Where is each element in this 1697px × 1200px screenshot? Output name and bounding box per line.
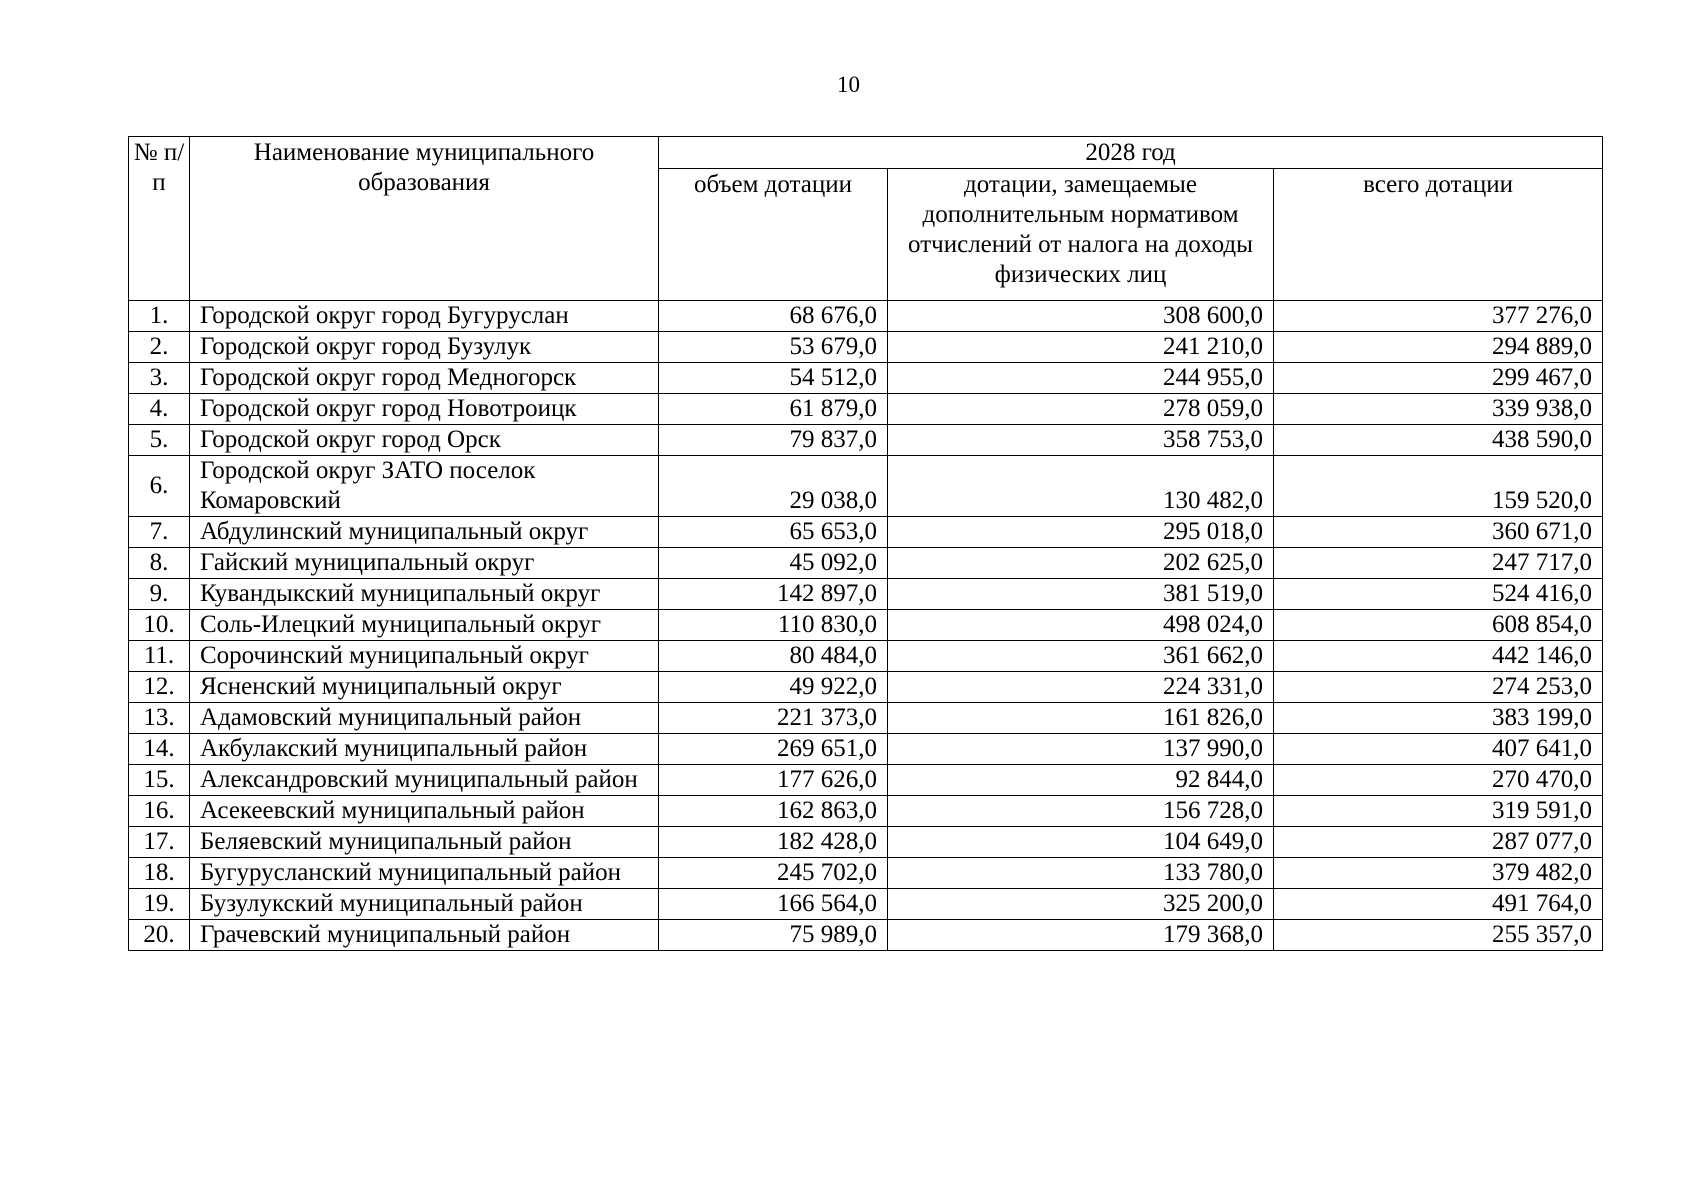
subsidy-substituted: 224 331,0 bbox=[888, 672, 1274, 703]
row-number: 6. bbox=[129, 456, 190, 517]
municipality-name: Александровский муниципальный район bbox=[190, 765, 659, 796]
table-row bbox=[129, 610, 1603, 641]
row-number: 14. bbox=[129, 734, 190, 765]
subsidy-total: 442 146,0 bbox=[1274, 641, 1603, 672]
row-number: 20. bbox=[129, 920, 190, 951]
municipality-name: Асекеевский муниципальный район bbox=[190, 796, 659, 827]
row-number: 13. bbox=[129, 703, 190, 734]
table-row bbox=[129, 394, 1603, 425]
subsidy-volume: 80 484,0 bbox=[659, 641, 888, 672]
subsidy-total: 299 467,0 bbox=[1274, 363, 1603, 394]
subsidy-substituted: 498 024,0 bbox=[888, 610, 1274, 641]
subsidy-volume: 269 651,0 bbox=[659, 734, 888, 765]
table-row bbox=[129, 301, 1603, 332]
municipality-name: Ясненский муниципальный округ bbox=[190, 672, 659, 703]
subsidy-volume: 79 837,0 bbox=[659, 425, 888, 456]
municipality-name: Кувандыкский муниципальный округ bbox=[190, 579, 659, 610]
subsidy-volume: 53 679,0 bbox=[659, 332, 888, 363]
row-number: 3. bbox=[129, 363, 190, 394]
municipality-name: Беляевский муниципальный район bbox=[190, 827, 659, 858]
table-row bbox=[129, 456, 1603, 517]
subsidy-substituted: 244 955,0 bbox=[888, 363, 1274, 394]
row-number: 4. bbox=[129, 394, 190, 425]
header-total: всего дотации bbox=[1274, 169, 1603, 301]
subsidy-substituted: 308 600,0 bbox=[888, 301, 1274, 332]
subsidy-total: 339 938,0 bbox=[1274, 394, 1603, 425]
municipality-name: Адамовский муниципальный район bbox=[190, 703, 659, 734]
subsidy-substituted: 361 662,0 bbox=[888, 641, 1274, 672]
row-number: 18. bbox=[129, 858, 190, 889]
subsidy-total: 377 276,0 bbox=[1274, 301, 1603, 332]
subsidy-substituted: 325 200,0 bbox=[888, 889, 1274, 920]
row-number: 15. bbox=[129, 765, 190, 796]
subsidy-volume: 142 897,0 bbox=[659, 579, 888, 610]
subsidy-volume: 49 922,0 bbox=[659, 672, 888, 703]
municipality-name: Гайский муниципальный округ bbox=[190, 548, 659, 579]
table-row bbox=[129, 548, 1603, 579]
subsidy-volume: 65 653,0 bbox=[659, 517, 888, 548]
municipality-name: Городской округ город Бузулук bbox=[190, 332, 659, 363]
header-year: 2028 год bbox=[659, 137, 1603, 169]
subsidy-total: 159 520,0 bbox=[1274, 456, 1603, 517]
subsidy-volume: 68 676,0 bbox=[659, 301, 888, 332]
row-number: 1. bbox=[129, 301, 190, 332]
table-header bbox=[129, 137, 1603, 301]
row-number: 11. bbox=[129, 641, 190, 672]
municipality-name: Сорочинский муниципальный округ bbox=[190, 641, 659, 672]
subsidy-substituted: 133 780,0 bbox=[888, 858, 1274, 889]
subsidy-volume: 61 879,0 bbox=[659, 394, 888, 425]
row-number: 16. bbox=[129, 796, 190, 827]
municipality-name: Акбулакский муниципальный район bbox=[190, 734, 659, 765]
municipality-name: Соль-Илецкий муниципальный округ bbox=[190, 610, 659, 641]
municipality-name: Городской округ город Орск bbox=[190, 425, 659, 456]
subsidy-total: 491 764,0 bbox=[1274, 889, 1603, 920]
municipality-name: Грачевский муниципальный район bbox=[190, 920, 659, 951]
table-row bbox=[129, 579, 1603, 610]
subsidy-volume: 45 092,0 bbox=[659, 548, 888, 579]
subsidy-substituted: 381 519,0 bbox=[888, 579, 1274, 610]
subsidy-volume: 75 989,0 bbox=[659, 920, 888, 951]
subsidy-total: 524 416,0 bbox=[1274, 579, 1603, 610]
subsidy-substituted: 156 728,0 bbox=[888, 796, 1274, 827]
subsidy-volume: 166 564,0 bbox=[659, 889, 888, 920]
subsidy-volume: 54 512,0 bbox=[659, 363, 888, 394]
table-row bbox=[129, 703, 1603, 734]
subsidy-total: 247 717,0 bbox=[1274, 548, 1603, 579]
table-row bbox=[129, 827, 1603, 858]
municipality-name: Городской округ город Бугуруслан bbox=[190, 301, 659, 332]
row-number: 17. bbox=[129, 827, 190, 858]
table-body bbox=[129, 301, 1603, 951]
header-volume: объем дотации bbox=[659, 169, 888, 301]
municipality-name: Абдулинский муниципальный округ bbox=[190, 517, 659, 548]
subsidy-volume: 245 702,0 bbox=[659, 858, 888, 889]
header-number: № п/п bbox=[129, 137, 190, 301]
table-row bbox=[129, 734, 1603, 765]
subsidy-volume: 221 373,0 bbox=[659, 703, 888, 734]
subsidy-total: 287 077,0 bbox=[1274, 827, 1603, 858]
row-number: 10. bbox=[129, 610, 190, 641]
subsidy-substituted: 358 753,0 bbox=[888, 425, 1274, 456]
subsidy-volume: 110 830,0 bbox=[659, 610, 888, 641]
row-number: 8. bbox=[129, 548, 190, 579]
municipality-name: Бузулукский муниципальный район bbox=[190, 889, 659, 920]
table-row bbox=[129, 672, 1603, 703]
row-number: 5. bbox=[129, 425, 190, 456]
row-number: 19. bbox=[129, 889, 190, 920]
subsidy-total: 608 854,0 bbox=[1274, 610, 1603, 641]
subsidy-substituted: 179 368,0 bbox=[888, 920, 1274, 951]
subsidy-volume: 162 863,0 bbox=[659, 796, 888, 827]
page-number: 10 bbox=[837, 72, 860, 97]
table-row bbox=[129, 796, 1603, 827]
row-number: 7. bbox=[129, 517, 190, 548]
subsidy-total: 379 482,0 bbox=[1274, 858, 1603, 889]
subsidy-total: 383 199,0 bbox=[1274, 703, 1603, 734]
subsidy-total: 270 470,0 bbox=[1274, 765, 1603, 796]
table-row bbox=[129, 765, 1603, 796]
table-row bbox=[129, 889, 1603, 920]
subsidy-substituted: 278 059,0 bbox=[888, 394, 1274, 425]
subsidy-substituted: 92 844,0 bbox=[888, 765, 1274, 796]
table-row bbox=[129, 425, 1603, 456]
subsidy-substituted: 241 210,0 bbox=[888, 332, 1274, 363]
municipality-name: Городской округ город Медногорск bbox=[190, 363, 659, 394]
subsidy-volume: 177 626,0 bbox=[659, 765, 888, 796]
subsidy-total: 294 889,0 bbox=[1274, 332, 1603, 363]
subsidy-substituted: 161 826,0 bbox=[888, 703, 1274, 734]
subsidy-substituted: 130 482,0 bbox=[888, 456, 1274, 517]
table-row bbox=[129, 858, 1603, 889]
row-number: 9. bbox=[129, 579, 190, 610]
subsidy-table bbox=[128, 136, 1603, 951]
municipality-name: Городской округ город Новотроицк bbox=[190, 394, 659, 425]
municipality-name: Городской округ ЗАТО поселок Комаровский bbox=[190, 456, 659, 517]
subsidy-substituted: 137 990,0 bbox=[888, 734, 1274, 765]
subsidy-total: 438 590,0 bbox=[1274, 425, 1603, 456]
subsidy-total: 407 641,0 bbox=[1274, 734, 1603, 765]
subsidy-total: 319 591,0 bbox=[1274, 796, 1603, 827]
table-row bbox=[129, 363, 1603, 394]
table-row bbox=[129, 641, 1603, 672]
table-row bbox=[129, 517, 1603, 548]
subsidy-substituted: 295 018,0 bbox=[888, 517, 1274, 548]
subsidy-volume: 182 428,0 bbox=[659, 827, 888, 858]
subsidy-substituted: 104 649,0 bbox=[888, 827, 1274, 858]
subsidy-total: 360 671,0 bbox=[1274, 517, 1603, 548]
subsidy-total: 255 357,0 bbox=[1274, 920, 1603, 951]
subsidy-total: 274 253,0 bbox=[1274, 672, 1603, 703]
table-row bbox=[129, 920, 1603, 951]
header-substituted: дотации, замещаемые дополнительным нормативом отчислений от налога на доходы физических лиц bbox=[888, 169, 1274, 301]
table-row bbox=[129, 332, 1603, 363]
subsidy-volume: 29 038,0 bbox=[659, 456, 888, 517]
municipality-name: Бугурусланский муниципальный район bbox=[190, 858, 659, 889]
subsidy-substituted: 202 625,0 bbox=[888, 548, 1274, 579]
row-number: 12. bbox=[129, 672, 190, 703]
row-number: 2. bbox=[129, 332, 190, 363]
header-municipality-name: Наименование муниципального образования bbox=[190, 137, 659, 301]
